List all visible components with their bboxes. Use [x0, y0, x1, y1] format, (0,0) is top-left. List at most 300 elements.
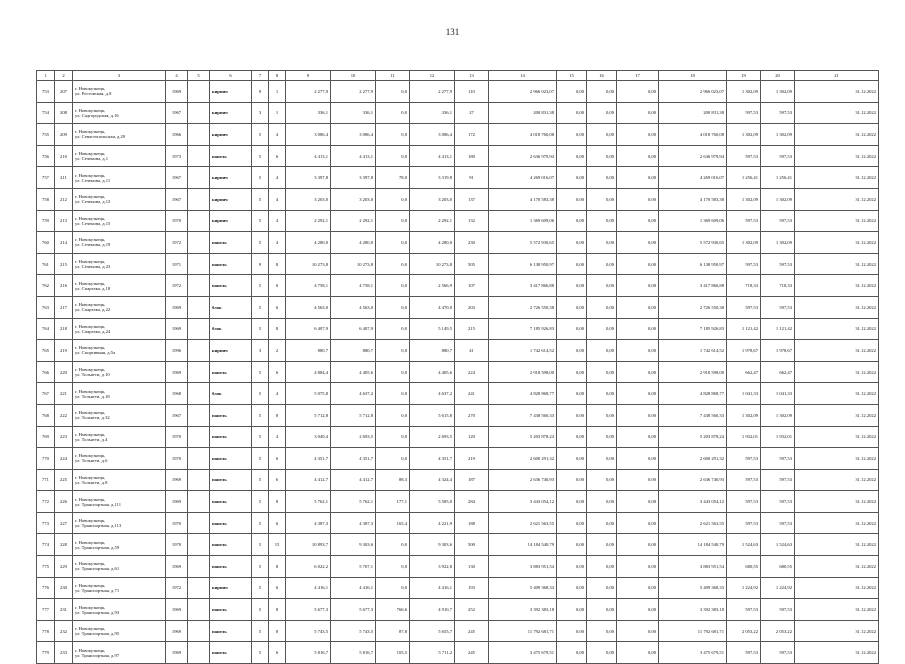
table-cell	[188, 167, 210, 189]
table-cell: 1969	[166, 81, 188, 103]
address-line: ул. Тольятти, д.4	[75, 436, 108, 442]
table-cell: 1969	[166, 469, 188, 491]
address-line: ул. Транспортная, д.95	[75, 631, 120, 637]
table-cell: 0,00	[587, 145, 617, 167]
table-cell: 2 053,22	[761, 620, 795, 642]
table-cell: 5	[252, 361, 269, 383]
table-cell: 1967	[166, 102, 188, 124]
address-line: ул. Тольятти, д.8	[75, 479, 108, 485]
table-cell: 4 280,0	[286, 232, 331, 254]
address-cell	[73, 124, 166, 146]
table-cell: 187	[455, 469, 489, 491]
table-cell: 107	[455, 275, 489, 297]
table-cell: 0,00	[587, 275, 617, 297]
column-header: 4	[166, 71, 188, 81]
table-cell: 6	[269, 448, 286, 470]
table-cell: 31.12.2022	[795, 556, 879, 578]
table-cell: 177,1	[376, 491, 410, 513]
table-cell	[188, 124, 210, 146]
address-cell	[73, 448, 166, 470]
table-cell: 5	[252, 556, 269, 578]
table-cell: 245	[455, 642, 489, 664]
table-cell: 7 185 926,83	[489, 318, 557, 340]
table-cell: 1967	[166, 404, 188, 426]
table-cell: 0,00	[557, 253, 587, 275]
table-cell: 0,00	[557, 642, 587, 664]
table-cell: 775	[37, 556, 55, 578]
table-cell: 0,00	[557, 145, 587, 167]
table-cell: 0,0	[376, 448, 410, 470]
table-cell: 336,1	[331, 102, 376, 124]
table-cell: 0,00	[617, 577, 659, 599]
table-cell: 6	[269, 469, 286, 491]
table-cell: 31.12.2022	[795, 383, 879, 405]
table-cell: 4 637,2	[410, 383, 455, 405]
table-row	[37, 534, 879, 556]
table-cell: 0,0	[376, 124, 410, 146]
table-cell: 0,00	[617, 556, 659, 578]
address-cell	[73, 296, 166, 318]
table-cell: 1 369 609,06	[659, 210, 727, 232]
address-cell	[73, 426, 166, 448]
table-cell: 4 221,9	[410, 512, 455, 534]
table-cell: 1 224,92	[761, 577, 795, 599]
address-line: г. Новокузнецк,	[75, 604, 106, 610]
address-line: ул. Сеченова, д.19	[75, 242, 111, 248]
table-cell: блок	[210, 383, 252, 405]
table-row	[37, 188, 879, 210]
table-cell: 5 409 368,33	[659, 577, 727, 599]
table-cell: 2 726 550,38	[659, 296, 727, 318]
table-cell: 31.12.2022	[795, 167, 879, 189]
table-cell: 3 417 866,88	[659, 275, 727, 297]
table-cell: 767	[37, 383, 55, 405]
table-cell: 5 572 930,65	[659, 232, 727, 254]
column-header: 3	[73, 71, 166, 81]
table-cell: 0,00	[557, 620, 587, 642]
table-row	[37, 577, 879, 599]
table-cell: 8	[269, 620, 286, 642]
table-cell: 188	[455, 512, 489, 534]
table-cell: 1967	[166, 188, 188, 210]
address-cell	[73, 340, 166, 362]
table-cell: 0,00	[617, 210, 659, 232]
table-row	[37, 318, 879, 340]
table-cell: 41	[455, 340, 489, 362]
table-cell: панель	[210, 361, 252, 383]
table-cell: 5	[252, 124, 269, 146]
column-header: 12	[410, 71, 455, 81]
table-cell: 680,55	[727, 556, 761, 578]
table-row	[37, 232, 879, 254]
table-cell: 2 966 023,07	[659, 81, 727, 103]
address-cell	[73, 81, 166, 103]
table-row	[37, 145, 879, 167]
table-cell	[188, 361, 210, 383]
address-line: ул. Транспортная, д.113	[75, 523, 122, 529]
table-cell: 9	[252, 253, 269, 275]
table-cell: 0,00	[557, 556, 587, 578]
table-cell: 0,00	[617, 275, 659, 297]
table-cell: 14 184 540,79	[489, 534, 557, 556]
table-cell: 230	[455, 232, 489, 254]
table-cell: 880,7	[286, 340, 331, 362]
table-cell: 241	[455, 383, 489, 405]
table-cell: 880,7	[410, 340, 455, 362]
table-cell: 4 413,1	[331, 145, 376, 167]
table-cell: 770	[37, 448, 55, 470]
column-header: 6	[210, 71, 252, 81]
table-row	[37, 556, 879, 578]
table-cell: кирпич	[210, 577, 252, 599]
table-cell: кирпич	[210, 210, 252, 232]
table-cell: 1969	[166, 318, 188, 340]
table-cell: 0,00	[617, 167, 659, 189]
table-cell: 597,53	[727, 491, 761, 513]
address-line: ул. Тольятти, д.32	[75, 415, 110, 421]
table-cell: 2	[269, 340, 286, 362]
table-cell: 756	[37, 145, 55, 167]
table-cell: 3 049,4	[286, 426, 331, 448]
table-cell: 193	[455, 577, 489, 599]
table-cell: 0,00	[587, 448, 617, 470]
table-cell	[188, 318, 210, 340]
table-cell: панель	[210, 232, 252, 254]
table-cell: 3 417 866,88	[489, 275, 557, 297]
table-cell	[188, 102, 210, 124]
table-cell: 1 121,42	[727, 318, 761, 340]
address-cell	[73, 275, 166, 297]
address-line: ул. Транспортная, д.71	[75, 587, 120, 593]
table-cell	[188, 81, 210, 103]
table-cell: 776	[37, 577, 55, 599]
table-cell: 0,0	[376, 253, 410, 275]
table-cell	[188, 642, 210, 664]
address-cell	[73, 642, 166, 664]
table-cell: 5	[252, 404, 269, 426]
table-cell: 214	[55, 232, 73, 254]
table-cell: 0,00	[617, 599, 659, 621]
table-row	[37, 469, 879, 491]
table-cell: 5 743,5	[286, 620, 331, 642]
table-cell	[188, 340, 210, 362]
table-cell: кирпич	[210, 188, 252, 210]
address-line: ул. Транспортная, д.93	[75, 609, 120, 615]
table-cell: 0,0	[376, 577, 410, 599]
table-cell: 662,47	[761, 361, 795, 383]
address-line: г. Новокузнецк,	[75, 561, 106, 567]
table-cell: 31.12.2022	[795, 210, 879, 232]
column-header: 18	[659, 71, 727, 81]
table-cell: 597,53	[761, 253, 795, 275]
table-cell: 2 636 979,94	[659, 145, 727, 167]
table-cell: 4 758,1	[286, 275, 331, 297]
table-cell: 1 041,33	[727, 383, 761, 405]
table-cell	[188, 145, 210, 167]
table-cell: 31.12.2022	[795, 534, 879, 556]
table-cell: 4 412,7	[286, 469, 331, 491]
table-cell: 1968	[166, 383, 188, 405]
table-cell: 773	[37, 512, 55, 534]
table-cell: 0,0	[376, 361, 410, 383]
table-row	[37, 491, 879, 513]
address-line: г. Новокузнецк,	[75, 151, 106, 157]
table-cell: 4 269 016,07	[659, 167, 727, 189]
address-line: г. Новокузнецк,	[75, 539, 106, 545]
table-cell: 597,53	[761, 512, 795, 534]
table-cell: 5	[252, 642, 269, 664]
table-cell: 2 292,1	[331, 210, 376, 232]
table-cell: 5 762,1	[331, 491, 376, 513]
table-cell: 4 470,0	[410, 296, 455, 318]
table-cell: 31.12.2022	[795, 145, 879, 167]
table-row	[37, 642, 879, 664]
table-cell: 5	[252, 296, 269, 318]
table-cell	[188, 534, 210, 556]
table-cell: 0,0	[376, 318, 410, 340]
address-line: ул. Спортивная, д.5а	[75, 350, 116, 356]
table-cell	[188, 275, 210, 297]
table-cell: 5	[252, 620, 269, 642]
table-cell: 4 828 868,77	[489, 383, 557, 405]
table-cell: 225	[55, 469, 73, 491]
table-cell: 10 273,8	[286, 253, 331, 275]
table-cell: 0,00	[617, 253, 659, 275]
table-cell: 9 303,6	[331, 534, 376, 556]
table-cell: 5	[252, 210, 269, 232]
address-line: ул. Спартака, д.18	[75, 285, 111, 291]
table-cell: 597,53	[727, 145, 761, 167]
table-cell: 15	[269, 534, 286, 556]
table-cell: 31.12.2022	[795, 296, 879, 318]
table-cell: 597,53	[727, 210, 761, 232]
table-cell: 0,00	[587, 512, 617, 534]
table-cell: 0,00	[617, 340, 659, 362]
table-cell: 224	[55, 448, 73, 470]
column-header: 20	[761, 71, 795, 81]
table-cell: 0,0	[376, 556, 410, 578]
address-line: г. Новокузнецк,	[75, 647, 106, 653]
table-row	[37, 426, 879, 448]
column-header: 2	[55, 71, 73, 81]
table-cell: 0,00	[617, 642, 659, 664]
table-cell: 1 302,09	[761, 232, 795, 254]
table-cell: 597,53	[727, 296, 761, 318]
table-cell: 212	[55, 188, 73, 210]
table-cell: 4	[269, 124, 286, 146]
table-cell: 3 203,0	[331, 188, 376, 210]
table-cell: 3 475 679,51	[489, 642, 557, 664]
register-table	[36, 70, 879, 664]
address-line: ул. Транспортная, д.59	[75, 544, 120, 550]
table-cell: 5	[252, 448, 269, 470]
column-header: 15	[557, 71, 587, 81]
table-cell: 31.12.2022	[795, 102, 879, 124]
table-cell: 211	[55, 167, 73, 189]
table-cell: 0,00	[587, 167, 617, 189]
table-cell: 718,33	[761, 275, 795, 297]
address-line: г. Новокузнецк,	[75, 367, 106, 373]
table-cell: 0,00	[587, 124, 617, 146]
table-cell: 7 438 560,33	[659, 404, 727, 426]
table-cell: 229	[55, 556, 73, 578]
table-cell: 4 416,1	[286, 577, 331, 599]
table-cell: 4 637,2	[331, 383, 376, 405]
page-number: 131	[445, 27, 460, 37]
table-cell: 761	[37, 253, 55, 275]
table-cell: 0,00	[617, 534, 659, 556]
table-cell	[188, 469, 210, 491]
address-line: г. Новокузнецк,	[75, 388, 106, 394]
table-cell: 7 438 560,33	[489, 404, 557, 426]
table-cell: 31.12.2022	[795, 124, 879, 146]
table-cell: 11 792 681,71	[659, 620, 727, 642]
table-cell: 215	[455, 318, 489, 340]
address-line: г. Новокузнецк,	[75, 86, 106, 92]
table-cell	[188, 599, 210, 621]
table-cell: 1969	[166, 556, 188, 578]
table-cell: 0,0	[376, 404, 410, 426]
table-cell: 0,00	[617, 145, 659, 167]
table-cell: 10 273,8	[410, 253, 455, 275]
table-cell: 226	[55, 491, 73, 513]
table-cell: 7 185 926,83	[659, 318, 727, 340]
table-cell: 3 922,8	[410, 556, 455, 578]
address-line: г. Новокузнецк,	[75, 302, 106, 308]
table-cell: 0,00	[557, 599, 587, 621]
address-line: ул. Сеченова, д.11	[75, 177, 111, 183]
table-cell: 0,00	[617, 296, 659, 318]
table-cell: 880,7	[331, 340, 376, 362]
table-cell: 270	[455, 404, 489, 426]
address-cell	[73, 102, 166, 124]
table-cell: 245	[455, 620, 489, 642]
table-cell: 0,00	[557, 383, 587, 405]
table-cell: кирпич	[210, 340, 252, 362]
table-cell: 597,53	[761, 145, 795, 167]
column-header: 17	[617, 71, 659, 81]
table-row	[37, 124, 879, 146]
address-line: г. Новокузнецк,	[75, 107, 106, 113]
table-cell: 0,00	[557, 318, 587, 340]
table-cell: 1970	[166, 426, 188, 448]
table-cell: 5 677,3	[331, 599, 376, 621]
table-cell: 1 224,92	[727, 577, 761, 599]
table-cell: 1 932,01	[761, 426, 795, 448]
table-cell: 4 563,0	[331, 296, 376, 318]
address-line: г. Новокузнецк,	[75, 474, 106, 480]
table-cell	[188, 253, 210, 275]
table-cell	[188, 620, 210, 642]
table-cell: 2 053,22	[727, 620, 761, 642]
register-table-container	[36, 70, 878, 664]
column-header: 16	[587, 71, 617, 81]
table-cell: 2 277,9	[331, 81, 376, 103]
table-cell: панель	[210, 534, 252, 556]
table-cell: 0,0	[376, 426, 410, 448]
table-cell: 1 524,63	[761, 534, 795, 556]
table-cell: 8	[269, 556, 286, 578]
table-cell: 1 302,09	[727, 124, 761, 146]
table-cell: 0,0	[376, 81, 410, 103]
table-cell: 1 524,63	[727, 534, 761, 556]
table-cell: 0,00	[617, 124, 659, 146]
table-cell: 227	[55, 512, 73, 534]
table-row	[37, 81, 879, 103]
address-line: ул. Сеченова, д.13	[75, 199, 111, 205]
table-row	[37, 296, 879, 318]
table-cell: 221	[55, 383, 73, 405]
table-cell: 5 585,0	[410, 491, 455, 513]
table-cell: 778	[37, 620, 55, 642]
table-cell: 6	[269, 577, 286, 599]
table-cell: 110	[455, 81, 489, 103]
table-cell: 3 203,0	[410, 188, 455, 210]
table-cell: 760	[37, 232, 55, 254]
table-cell: 0,00	[587, 620, 617, 642]
table-cell: 0,00	[557, 167, 587, 189]
table-cell: 1 302,09	[761, 188, 795, 210]
table-cell: 2 636 979,94	[489, 145, 557, 167]
table-cell: 0,00	[617, 620, 659, 642]
table-cell: 1973	[166, 145, 188, 167]
table-cell: 4 351,7	[286, 448, 331, 470]
address-line: г. Новокузнецк,	[75, 323, 106, 329]
table-cell: 0,00	[587, 188, 617, 210]
table-cell: 2 726 550,38	[489, 296, 557, 318]
table-cell: 31.12.2022	[795, 620, 879, 642]
table-cell: 0,00	[587, 361, 617, 383]
address-line: г. Новокузнецк,	[75, 237, 106, 243]
table-cell: 228	[55, 534, 73, 556]
table-cell: 6 138 950,97	[489, 253, 557, 275]
table-cell: 1	[269, 102, 286, 124]
table-header-row	[37, 71, 879, 81]
table-cell: 1	[269, 81, 286, 103]
table-cell: 1 302,09	[727, 404, 761, 426]
table-cell: 0,00	[557, 469, 587, 491]
table-cell: 1970	[166, 512, 188, 534]
table-cell: 27	[455, 102, 489, 124]
table-cell: 233	[55, 642, 73, 664]
table-cell: 0,0	[376, 210, 410, 232]
table-cell: 5 707,1	[331, 556, 376, 578]
table-cell: 217	[55, 296, 73, 318]
table-cell: панель	[210, 426, 252, 448]
table-cell: 5	[252, 275, 269, 297]
table-row	[37, 361, 879, 383]
table-cell: 0,00	[617, 383, 659, 405]
table-cell: 0,00	[557, 188, 587, 210]
column-header: 7	[252, 71, 269, 81]
table-cell: 5	[252, 577, 269, 599]
table-cell: 662,47	[727, 361, 761, 383]
address-cell	[73, 404, 166, 426]
address-line: ул. Транспортная, д.97	[75, 652, 120, 658]
table-cell	[188, 232, 210, 254]
table-cell: 4 563,0	[286, 296, 331, 318]
table-cell: 1 742 614,52	[659, 340, 727, 362]
table-cell: 8	[269, 253, 286, 275]
table-cell: 2 600 291,32	[489, 448, 557, 470]
table-cell: 3	[252, 102, 269, 124]
table-cell: 0,0	[376, 232, 410, 254]
table-cell: 4 910,7	[410, 599, 455, 621]
table-cell: 336,1	[286, 102, 331, 124]
table-cell: 4 416,1	[331, 577, 376, 599]
table-cell: 0,00	[557, 296, 587, 318]
table-cell: 774	[37, 534, 55, 556]
